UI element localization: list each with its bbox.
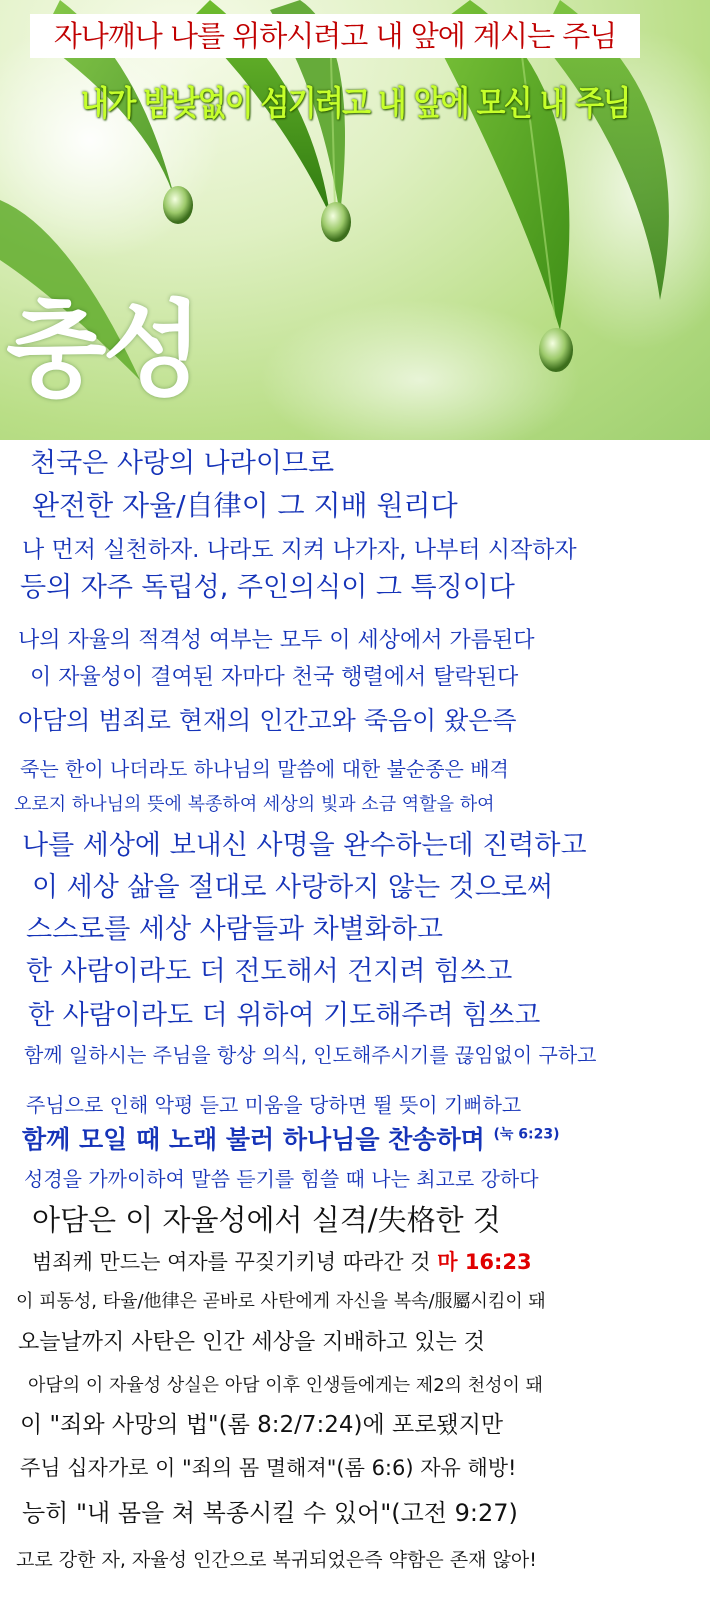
text-line: 이 "죄와 사망의 법"(롬 8:2/7:24)에 포로됐지만: [20, 1412, 504, 1438]
text-line: 이 세상 삶을 절대로 사랑하지 않는 것으로써: [32, 872, 553, 903]
title-loyalty: 충성: [6, 289, 199, 411]
text-line: 아담의 이 자율성 상실은 아담 이후 인생들에게는 제2의 천성이 돼: [28, 1375, 544, 1396]
text-line-main: 범죄케 만드는 여자를 꾸짖기키녕 따라간 것: [32, 1250, 431, 1274]
text-line: 이 자율성이 결여된 자마다 천국 행렬에서 탈락된다: [30, 665, 519, 690]
text-line: 오로지 하나님의 뜻에 복종하여 세상의 빛과 소금 역할을 하여: [14, 794, 495, 815]
text-line: 고로 강한 자, 자율성 인간으로 복귀되었은즉 약함은 존재 않아!: [16, 1549, 537, 1571]
text-line: 한 사람이라도 더 위하여 기도해주려 힘쓰고: [28, 1000, 541, 1031]
text-line: 나 먼저 실천하자. 나라도 지켜 나가자, 나부터 시작하자: [22, 537, 577, 563]
text-line: 아담은 이 자율성에서 실격/失格한 것: [32, 1203, 501, 1237]
scripture-ref-luke: (눅 6:23): [493, 1126, 560, 1143]
text-line: 이 피동성, 타율/他律은 곧바로 사탄에게 자신을 복속/服屬시킴이 돼: [16, 1291, 546, 1312]
banner-line-1: 자나깨나 나를 위하시려고 내 앞에 계시는 주님: [30, 14, 640, 58]
text-line: [22, 1126, 560, 1155]
text-line: 천국은 사랑의 나라이므로: [30, 448, 335, 479]
hero-image: [0, 0, 710, 440]
text-line: 한 사람이라도 더 전도해서 건지려 힘쓰고: [26, 956, 513, 987]
text-line: 함께 일하시는 주님을 항상 의식, 인도해주시기를 끊임없이 구하고: [24, 1043, 597, 1067]
text-line: 주님으로 인해 악평 듣고 미움을 당하면 뛸 뜻이 기뻐하고: [26, 1093, 522, 1117]
scripture-ref-matthew: 마 16:23: [437, 1250, 532, 1274]
banner-line-2: 내가 밤낮없이 섬기려고 내 앞에 모신 내 주님: [80, 84, 630, 124]
text-line: 나를 세상에 보내신 사명을 완수하는데 진력하고: [22, 830, 587, 861]
text-line: 스스로를 세상 사람들과 차별화하고: [26, 914, 443, 945]
text-line: 등의 자주 독립성, 주인의식이 그 특징이다: [20, 572, 515, 603]
text-line: 완전한 자율/自律이 그 지배 원리다: [32, 489, 458, 522]
text-line: 죽는 한이 나더라도 하나님의 말씀에 대한 불순종은 배격: [20, 757, 509, 781]
text-line: 주님 십자가로 이 "죄의 몸 멸해져"(롬 6:6) 자유 해방!: [20, 1456, 517, 1480]
text-line-main: 함께 모일 때 노래 불러 하나님을 찬송하며: [22, 1125, 485, 1154]
text-line: 아담의 범죄로 현재의 인간고와 죽음이 왔은즉: [18, 706, 517, 735]
text-line: [32, 1250, 532, 1274]
text-line: 오늘날까지 사탄은 인간 세상을 지배하고 있는 것: [18, 1330, 486, 1355]
text-line: 성경을 가까이하여 말씀 듣기를 힘쓸 때 나는 최고로 강하다: [24, 1167, 539, 1191]
text-line: 능히 "내 몸을 쳐 복종시킬 수 있어"(고전 9:27): [22, 1499, 518, 1527]
text-line: 나의 자율의 적격성 여부는 모두 이 세상에서 가름된다: [18, 628, 535, 653]
